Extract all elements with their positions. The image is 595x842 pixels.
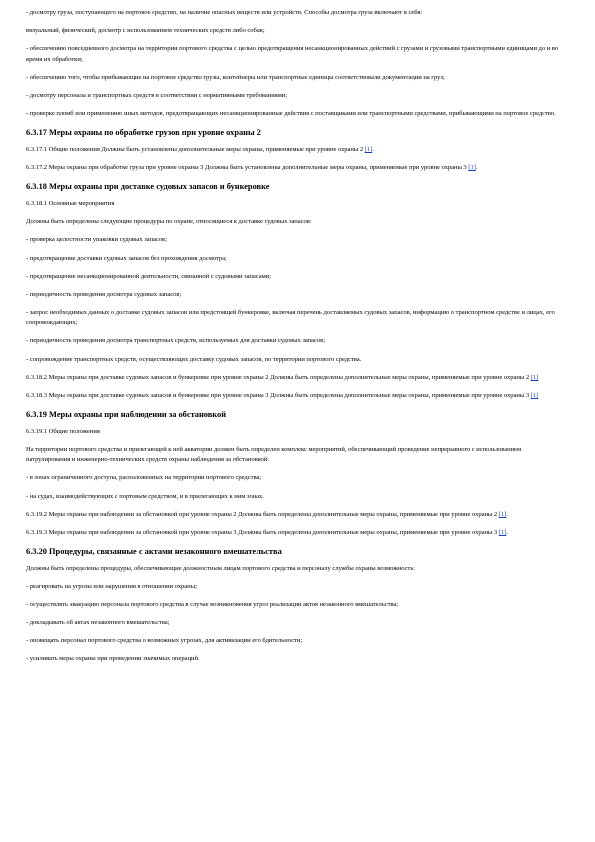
list-item: - осуществлять эвакуацию персонала портового средства в случае возникновения угроз реализации актов незаконного вмешательства; bbox=[26, 601, 399, 609]
list-item: - запрос необходимых данных о доставке судовых запасов или предстоящей бункеровке, включая перечень доставляемых судовых запасов, информацию о транспортном средстве и лицах, его сопровождающих; bbox=[26, 308, 555, 327]
paragraph-tail: . bbox=[372, 146, 374, 154]
paragraph-6-3-18-3 bbox=[26, 391, 566, 402]
paragraph-tail: . bbox=[475, 164, 478, 172]
paragraph-text: 6.3.18.3 Меры охраны при доставке судовых запасов и бункеровке при уровне охраны 3 Должны быть определены дополнительные меры охраны, применяемые при уровне охраны 3 bbox=[26, 391, 531, 399]
reference-link[interactable]: [1] bbox=[468, 164, 476, 172]
paragraph-store-procedures: Должны быть определены следующие процедуры по охране, относящиеся к доставке судовых запасов: bbox=[26, 218, 312, 226]
paragraph-6-3-19-2 bbox=[26, 510, 566, 521]
paragraph-seal-check: - проверке пломб или применению иных методов, предотвращающих несанкционированные действия с поставщиками или транспортными средствами, прибывающими на портовое средство. bbox=[26, 109, 556, 117]
paragraph-tail: . bbox=[506, 510, 508, 518]
reference-link[interactable]: [1] bbox=[498, 528, 507, 536]
paragraph-cargo-documentation: - обеспечению того, чтобы прибывающие на портовое средство грузы, контейнеры или транспортные единицы соответствовали документации на груз; bbox=[26, 73, 445, 81]
paragraph-daily-inspection: - обеспечению повседневного досмотра на территории портового средства с целью предотвращения несанкционированных действий с грузами и грузовыми транспортными единицами до и во время их обработки; bbox=[26, 45, 559, 63]
paragraph-6-3-19-3 bbox=[26, 528, 566, 539]
paragraph-inspection-methods: визуальный, физический, досмотр с использованием технических средств либо собак; bbox=[26, 27, 265, 35]
section-heading-6-3-20: 6.3.20 Процедуры, связанные с актами незаконного вмешательства bbox=[26, 546, 282, 556]
reference-link[interactable]: [1] bbox=[364, 146, 373, 154]
list-item: - оповещать персонал портового средства о возможных угрозах, для активизации его бдительности; bbox=[26, 637, 303, 645]
list-item: - периодичность проведения досмотра транспортных средств, используемых для доставки судовых запасов; bbox=[26, 337, 326, 345]
list-item: - сопровождение транспортных средств, осуществляющих доставку судовых запасов, по территории портового средства. bbox=[26, 355, 362, 363]
paragraph-surveillance-measures: На территории портового средства и прилегающей к ней акватории должен быть определен комплекс мероприятий, обеспечивающий проведение непрерывного с использованием патрулирования и инженерно-технических средств охраны наблюдения за обстановкой: bbox=[26, 445, 522, 464]
list-item: - докладывать об актах незаконного вмешательства; bbox=[26, 619, 170, 627]
paragraph-cargo-inspection: - досмотру груза, поступающего на портовое средство, на наличие опасных веществ или устройств. Способы досмотра груза включают в себя: bbox=[26, 9, 423, 16]
list-item: - предотвращение несанкционированной деятельности, связанной с судовыми запасами; bbox=[26, 272, 271, 280]
paragraph-6-3-18-2 bbox=[26, 373, 566, 384]
reference-link[interactable]: [1] bbox=[498, 510, 507, 518]
paragraph-6-3-17-1 bbox=[26, 145, 566, 156]
reference-link[interactable]: [1] bbox=[530, 391, 539, 399]
list-item: - предотвращение доставки судовых запасов без прохождения досмотра; bbox=[26, 254, 227, 262]
section-heading-6-3-18: 6.3.18 Меры охраны при доставке судовых запасов и бункеровке bbox=[26, 182, 270, 192]
paragraph-procedures-intro: Должны быть определены процедуры, обеспечивающие должностным лицам портового средства и персоналу службы охраны возможность: bbox=[26, 564, 416, 572]
paragraph-text: 6.3.18.2 Меры охраны при доставке судовых запасов и бункеровке при уровне охраны 2 Должны быть определены дополнительные меры охраны, применяемые при уровне охраны 2 bbox=[26, 373, 531, 381]
paragraph-text: 6.3.19.3 Меры охраны при наблюдении за обстановкой при уровне охраны 3 Должны быть определены дополнительные меры охраны, применяемые при уровне охраны 3 bbox=[26, 528, 499, 536]
paragraph-text: 6.3.17.2 Меры охраны при обработке груза при уровне охраны 3 Должны быть установлены дополнительные меры охраны, применяемые при уровне охраны 3 bbox=[26, 164, 469, 172]
list-item: - на судах, взаимодействующих с портовым средством, и в прилегающих к ним зонах. bbox=[26, 492, 264, 500]
list-item: - усиливать меры охраны при проведении значимых операций. bbox=[26, 655, 200, 663]
paragraph-6-3-17-2 bbox=[26, 163, 566, 174]
list-item: - в зонах ограниченного доступа, расположенных на территории портового средства; bbox=[26, 474, 262, 482]
reference-link[interactable]: [1] bbox=[530, 373, 539, 381]
document-page bbox=[26, 8, 566, 672]
paragraph-text: 6.3.19.2 Меры охраны при наблюдении за обстановкой при уровне охраны 2 Должны быть определены дополнительные меры охраны, применяемые при уровне охраны 2 bbox=[26, 510, 499, 518]
paragraph-text: 6.3.17.1 Общие положения Должны быть установлены дополнительные меры охраны, применяемые при уровне охраны 2 bbox=[26, 146, 365, 154]
section-heading-6-3-17: 6.3.17 Меры охраны по обработке грузов при уровне охраны 2 bbox=[26, 128, 261, 138]
paragraph-tail: . bbox=[506, 528, 508, 536]
paragraph-6-3-18-1: 6.3.18.1 Основные мероприятия bbox=[26, 200, 115, 208]
list-item: - периодичность проведения досмотра судовых запасов; bbox=[26, 290, 182, 298]
section-heading-6-3-19: 6.3.19 Меры охраны при наблюдении за обстановкой bbox=[26, 409, 227, 419]
paragraph-6-3-19-1: 6.3.19.1 Общие положения bbox=[26, 427, 100, 435]
paragraph-personnel-inspection: - досмотру персонала и транспортных средств в соответствии с нормативными требованиями; bbox=[26, 91, 288, 99]
list-item: - проверка целостности упаковки судовых запасов; bbox=[26, 236, 167, 244]
list-item: - реагировать на угрозы или нарушения в отношении охраны; bbox=[26, 582, 197, 590]
